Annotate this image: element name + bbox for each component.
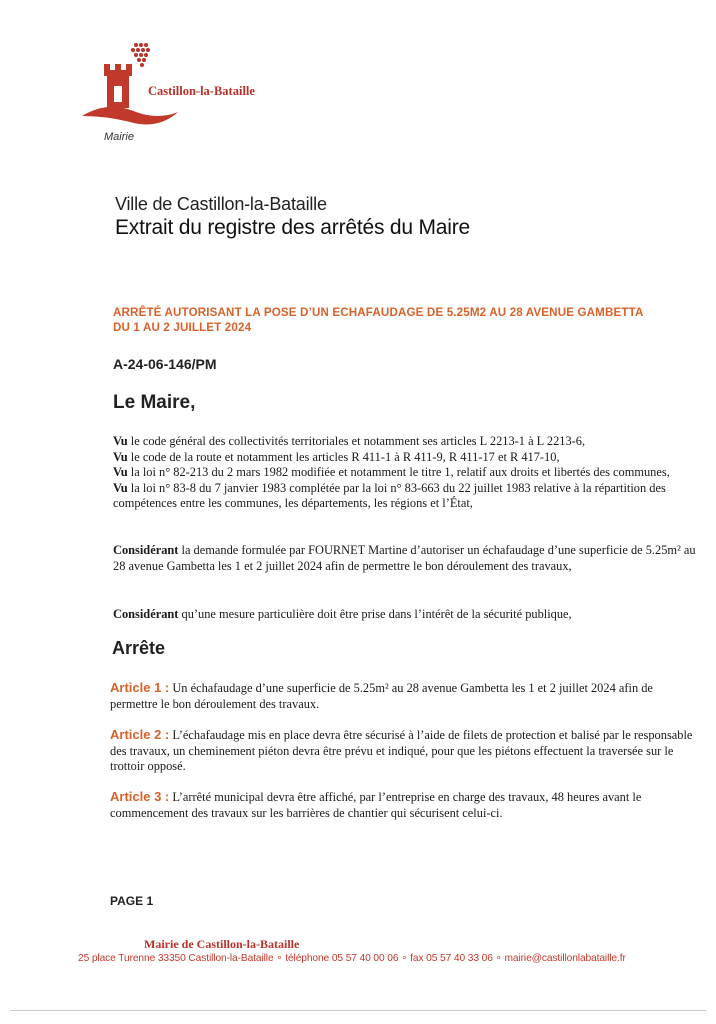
ville-heading: Ville de Castillon-la-Bataille xyxy=(115,194,327,214)
considerant-text: qu’une mesure particulière doit être prise dans l’intérêt de la sécurité publique, xyxy=(178,607,572,621)
footer-address: 25 place Turenne 33350 Castillon-la-Bataille ∘ téléphone 05 57 40 00 06 ∘ fax 05 57 40 33 06 ∘ mairie@castillonlabataille.fr xyxy=(78,953,626,964)
article-2 xyxy=(110,727,700,775)
considerant-keyword: Considérant xyxy=(113,607,179,621)
arrete-heading: Arrête xyxy=(112,638,166,658)
vu-line xyxy=(113,450,698,466)
vu-text: le code général des collectivités territoriales et notamment ses articles L 2213-1 à L 2213-6, xyxy=(127,434,586,448)
vu-text: la loi n° 82-213 du 2 mars 1982 modifiée et notamment le titre 1, relatif aux droits et libertés des communes, xyxy=(127,465,670,479)
vu-keyword: Vu xyxy=(113,449,128,464)
arrete-title xyxy=(113,305,693,335)
logo-mairie-label: Mairie xyxy=(104,131,134,143)
vu-text: la loi n° 83-8 du 7 janvier 1983 complétée par la loi n° 83-663 du 22 juillet 1983 relative à la répartition des compétences entre les communes, les départements, les régions et l’État, xyxy=(113,480,666,510)
considerant-paragraph xyxy=(113,543,703,574)
vu-line xyxy=(113,434,698,450)
registre-heading: Extrait du registre des arrêtés du Maire xyxy=(115,216,470,239)
footer-divider xyxy=(10,1010,706,1011)
article-text: L’arrêté municipal devra être affiché, par l’entreprise en charge des travaux, 48 heures avant le commencement des travaux sur les barrières de chantier qui sécurisent celui-ci. xyxy=(110,790,642,820)
considerant-text: la demande formulée par FOURNET Martine d’autoriser un échafaudage d’une superficie de 5.25m² au 28 avenue Gambetta les 1 et 2 juillet 2024 afin de permettre le bon déroulement des travaux, xyxy=(113,543,696,573)
page-number: PAGE 1 xyxy=(110,894,154,908)
le-maire-heading: Le Maire, xyxy=(113,392,196,413)
arrete-reference: A-24-06-146/PM xyxy=(113,356,217,372)
article-3 xyxy=(110,789,700,821)
vu-keyword: Vu xyxy=(113,480,128,495)
article-1 xyxy=(110,680,700,712)
vu-line xyxy=(113,465,698,481)
article-text: Un échafaudage d’une superficie de 5.25m² au 28 avenue Gambetta les 1 et 2 juillet 2024 afin de permettre le bon déroulement des travaux. xyxy=(110,681,653,711)
considerant-keyword: Considérant xyxy=(113,543,179,557)
article-text: L’échafaudage mis en place devra être sécurisé à l’aide de filets de protection et balisé par le responsable des travaux, un cheminement piéton devra être prévu et indiqué, pour que les piétons effectuent la traversée sur le trottoir opposé. xyxy=(110,728,693,773)
vu-keyword: Vu xyxy=(113,465,128,479)
vu-keyword: Vu xyxy=(113,434,128,448)
arrete-title-line1: ARRÊTÉ AUTORISANT LA POSE D’UN ECHAFAUDAGE DE 5.25M2 AU 28 AVENUE GAMBETTA xyxy=(113,306,644,319)
article-label: Article 3 : xyxy=(110,789,170,804)
logo-town-name: Castillon-la-Bataille xyxy=(148,84,255,98)
footer-mairie-name: Mairie de Castillon-la-Bataille xyxy=(144,937,300,951)
vu-block xyxy=(113,434,698,512)
vu-line xyxy=(113,481,698,512)
considerant-paragraph xyxy=(113,607,703,623)
article-label: Article 1 : xyxy=(110,680,170,695)
arrete-title-line2: DU 1 AU 2 JUILLET 2024 xyxy=(113,321,252,334)
article-label: Article 2 : xyxy=(110,727,170,742)
vu-text: le code de la route et notamment les articles R 411-1 à R 411-9, R 411-17 et R 417-10, xyxy=(127,449,560,464)
